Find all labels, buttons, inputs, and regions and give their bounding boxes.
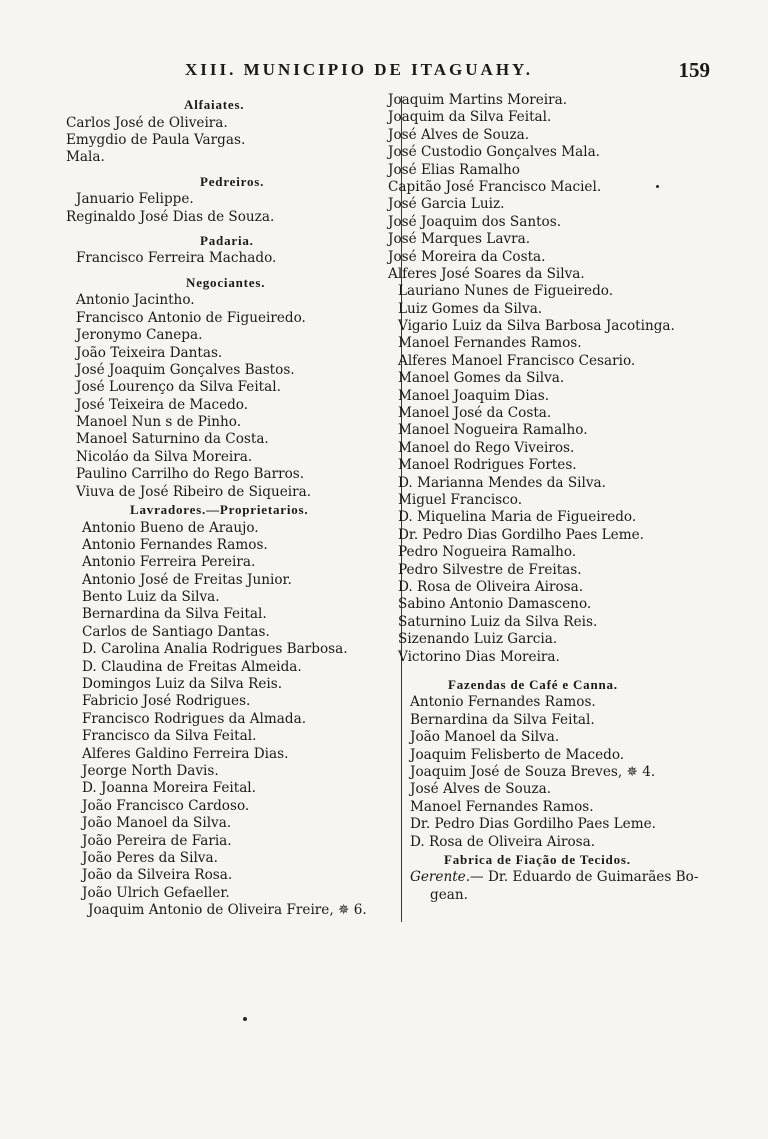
list-item: Saturnino Luiz da Silva Reis. [398,613,598,630]
page-header [185,58,710,88]
list-item: Miguel Francisco. [398,491,523,508]
list-item: Alferes José Soares da Silva. [388,265,585,282]
list-item: João Francisco Cardoso. [82,797,250,814]
list-item: José Alves de Souza. [410,781,552,798]
list-item: Emygdio de Paula Vargas. [66,131,246,148]
list-item: João Manoel da Silva. [82,815,232,832]
list-item: Manoel José da Costa. [398,405,552,422]
list-item: Antonio José de Freitas Junior. [82,571,292,588]
list-item: José Garcia Luiz. [388,196,505,213]
list-item: Manoel Fernandes Ramos. [398,335,582,352]
list-item: D. Carolina Analia Rodrigues Barbosa. [82,641,348,658]
list-item: D. Claudina de Freitas Almeida. [82,658,302,675]
list-item: Antonio Bueno de Araujo. [82,519,259,536]
list-item: Manoel do Rego Viveiros. [398,439,575,456]
list-item: Francisco Rodrigues da Almada. [82,710,307,727]
list-item: Antonio Fernandes Ramos. [82,536,268,553]
list-item: Joaquim da Silva Feital. [388,109,552,126]
list-item: Pedro Silvestre de Freitas. [398,561,582,578]
list-item: Joaquim Martins Moreira. [388,92,568,108]
list-item: Reginaldo José Dias de Souza. [66,208,275,225]
list-item: Sizenando Luiz Garcia. [398,631,558,648]
list-item: Manoel Joaquim Dias. [398,387,550,404]
list-item: Paulino Carrilho do Rego Barros. [76,466,305,483]
list-item: Francisco Ferreira Machado. [76,250,277,267]
list-item: João Manoel da Silva. [410,729,560,746]
list-item: José Marques Lavra. [388,231,531,248]
list-item: Fabricio José Rodrigues. [82,693,251,710]
list-item [66,902,406,919]
section-heading-fazendas: Fazendas de Café e Canna. [448,676,618,692]
list-item: Jeronymo Canepa. [76,327,203,344]
section-heading-fabrica: Fabrica de Fiação de Tecidos. [444,851,631,867]
list-item: Januario Felippe. [76,191,194,208]
entry-text: — Dr. Eduardo de Guimarães Bo- [470,869,699,886]
list-item: Jeorge North Davis. [82,763,219,779]
list-item: José Lourenço da Silva Feital. [76,379,281,396]
list-item: Carlos José de Oliveira. [66,114,228,131]
section-heading-pedreiros: Pedreiros. [200,173,265,189]
list-item: Francisco Antonio de Figueiredo. [76,309,306,326]
section-heading-negociantes: Negociantes. [186,274,266,290]
list-item: João Peres da Silva. [82,849,218,866]
list-item: Victorino Dias Moreira. [398,648,560,665]
list-item: Lauriano Nunes de Figueiredo. [398,283,614,300]
page-title: XIII. MUNICIPIO DE ITAGUAHY. [185,60,534,79]
list-item: Antonio Ferreira Pereira. [82,554,256,571]
list-item: Viuva de José Ribeiro de Siqueira. [76,483,312,500]
list-item: Manoel Gomes da Silva. [398,370,565,387]
list-item: Pedro Nogueira Ramalho. [398,544,577,561]
role-label: Gerente. [410,869,471,886]
list-item: Dr. Pedro Dias Gordilho Paes Leme. [410,816,656,833]
list-item: Manoel Nun s de Pinho. [76,414,242,431]
section-heading-lavradores: Lavradores.—Proprietarios. [130,502,309,518]
list-item: Vigario Luiz da Silva Barbosa Jacotinga. [398,318,675,335]
list-item: Joaquim Felisberto de Macedo. [410,746,625,763]
section-heading-alfaiates: Alfaiates. [184,97,245,112]
entry-text: Joaquim Antonio de Oliveira Freire, [88,902,334,919]
list-item: Antonio Fernandes Ramos. [410,694,596,711]
list-item: Manoel Nogueira Ramalho. [398,422,588,439]
list-item: João Ulrich Gefaeller. [82,884,230,901]
list-item: D. Marianna Mendes da Silva. [398,474,606,491]
list-item: José Joaquim Gonçalves Bastos. [76,361,295,378]
list-item: gean. [430,886,468,903]
list-item: João Pereira de Faria. [82,832,232,849]
list-item: Nicoláo da Silva Moreira. [76,448,253,465]
stray-dot [243,1017,247,1021]
list-item: Domingos Luiz da Silva Reis. [82,676,283,693]
list-item: Bento Luiz da Silva. [82,589,220,606]
page-number: 159 [678,58,710,82]
list-item: Francisco da Silva Feital. [82,728,257,745]
list-item: Sabino Antonio Damasceno. [398,596,592,613]
list-item: José Teixeira de Macedo. [76,396,249,413]
decoration-mark: ✵ 4. [626,763,656,780]
list-item: Luiz Gomes da Silva. [398,300,543,317]
list-item: Antonio Jacintho. [76,292,195,309]
list-item: D. Rosa de Oliveira Airosa. [398,578,584,595]
list-item: Bernardina da Silva Feital. [82,606,267,623]
left-column [66,96,406,920]
list-item: Mala. [66,149,105,166]
list-item: Carlos de Santiago Dantas. [82,623,270,640]
list-item: José Custodio Gonçalves Mala. [388,144,600,161]
list-item: José Moreira da Costa. [388,248,546,265]
right-column [388,92,733,904]
list-item: D. Miquelina Maria de Figueiredo. [398,509,637,526]
list-item: José Alves de Souza. [388,126,530,143]
list-item: Alferes Manoel Francisco Cesario. [398,352,636,369]
list-item: José Elias Ramalho [388,161,520,178]
list-item: D. Rosa de Oliveira Airosa. [410,833,596,850]
entry-text: Joaquim José de Souza Breves, [410,763,623,780]
section-heading-padaria: Padaria. [200,232,254,248]
list-item: José Joaquim dos Santos. [388,213,562,230]
list-item: Capitão José Francisco Maciel. [388,178,602,195]
list-item: Dr. Pedro Dias Gordilho Paes Leme. [398,526,644,543]
list-item: João da Silveira Rosa. [82,867,233,884]
list-item: Manoel Fernandes Ramos. [410,798,594,815]
stray-dot [656,185,659,188]
list-item: Alferes Galdino Ferreira Dias. [82,745,289,762]
list-item: Manoel Saturnino da Costa. [76,431,269,448]
list-item: Bernardina da Silva Feital. [410,711,595,728]
list-item: João Teixeira Dantas. [76,344,223,361]
list-item [388,764,733,781]
list-item [388,869,733,886]
decoration-mark: ✵ 6. [338,902,367,919]
list-item: D. Joanna Moreira Feital. [82,780,256,797]
list-item: Manoel Rodrigues Fortes. [398,457,577,474]
